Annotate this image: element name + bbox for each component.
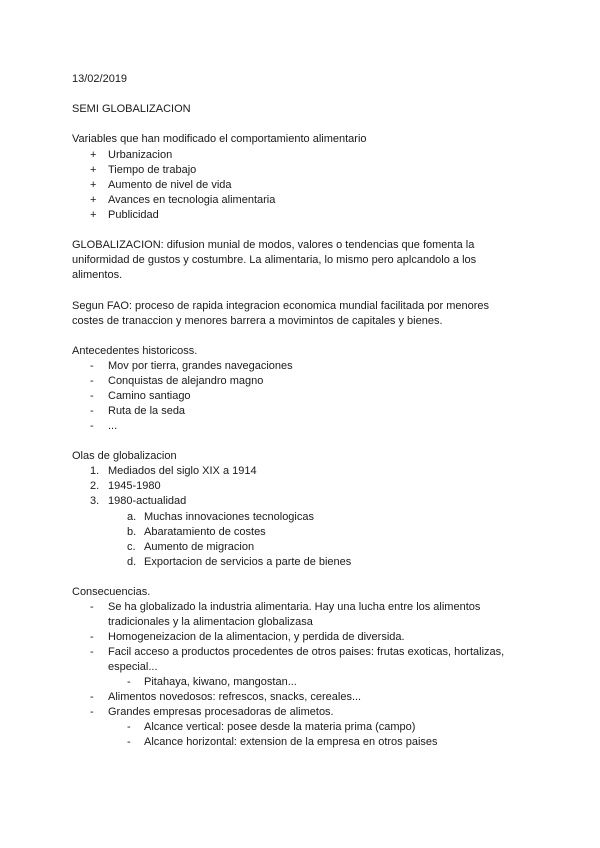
list-item-text: Ruta de la seda [108, 405, 186, 417]
dash-marker: - [90, 631, 94, 643]
dash-marker: - [90, 420, 94, 432]
bullet-marker: + [90, 164, 97, 176]
list-item-text: Abaratamiento de costes [144, 526, 266, 538]
dash-marker: - [90, 601, 94, 613]
bullet-marker: + [90, 179, 97, 191]
page-title: SEMI GLOBALIZACION [72, 103, 191, 115]
dash-marker: - [90, 390, 94, 402]
list-item-text: Mediados del siglo XIX a 1914 [108, 465, 257, 477]
olas-heading: Olas de globalizacion [72, 450, 177, 462]
antecedentes-heading: Antecedentes historicoss. [72, 345, 198, 357]
globalizacion-definition: GLOBALIZACION: difusion munial de modos, valores o tendencias que fomenta la uniformidad de gustos y costumbre. La alimentaria, lo mismo pero aplcandolo a los alimentos. [72, 239, 477, 281]
list-item-text: Mov por tierra, grandes navegaciones [108, 360, 293, 372]
dash-marker: - [90, 706, 94, 718]
dash-marker: - [127, 676, 131, 688]
list-item-text: Tiempo de trabajo [108, 164, 197, 176]
dash-marker: - [90, 691, 94, 703]
list-item-text: 1945-1980 [108, 480, 161, 492]
list-item-text: 1980-actualidad [108, 495, 187, 507]
dash-marker: - [90, 375, 94, 387]
list-item-text: Camino santiago [108, 390, 191, 402]
list-item-text: Urbanizacion [108, 149, 173, 161]
number-marker: 1. [90, 465, 100, 477]
number-marker: 2. [90, 480, 100, 492]
letter-marker: d. [127, 556, 137, 568]
variables-heading: Variables que han modificado el comportamiento alimentario [72, 133, 367, 145]
list-item-text: Muchas innovaciones tecnologicas [144, 511, 314, 523]
consecuencias-heading: Consecuencias. [72, 586, 151, 598]
dash-marker: - [90, 405, 94, 417]
list-item-text: Alimentos novedosos: refrescos, snacks, cereales... [108, 691, 362, 703]
list-item-text: Conquistas de alejandro magno [108, 375, 264, 387]
list-item-text: Alcance vertical: posee desde la materia prima (campo) [144, 721, 416, 733]
dash-marker: - [127, 736, 131, 748]
number-marker: 3. [90, 495, 100, 507]
letter-marker: b. [127, 526, 137, 538]
list-item-text: Grandes empresas procesadoras de alimetos. [108, 706, 334, 718]
dash-marker: - [127, 721, 131, 733]
date: 13/02/2019 [72, 73, 128, 85]
dash-marker: - [90, 646, 94, 658]
list-item-text: Pitahaya, kiwano, mangostan... [144, 676, 297, 688]
fao-definition: Segun FAO: proceso de rapida integracion economica mundial facilitada por menores costes de tranaccion y menores barrera a movimintos de capitales y bienes. [72, 300, 490, 327]
bullet-marker: + [90, 209, 97, 221]
list-item-text: ... [108, 420, 118, 432]
list-item-text: Publicidad [108, 209, 159, 221]
dash-marker: - [90, 360, 94, 372]
bullet-marker: + [90, 194, 97, 206]
list-item-text: Aumento de nivel de vida [108, 179, 232, 191]
list-item-text: Alcance horizontal: extension de la empresa en otros paises [144, 736, 438, 748]
list-item-text: Facil acceso a productos procedentes de otros paises: frutas exoticas, hortalizas, especial... [108, 646, 505, 673]
letter-marker: c. [127, 541, 136, 553]
bullet-marker: + [90, 149, 97, 161]
list-item-text: Avances en tecnologia alimentaria [108, 194, 276, 206]
list-item-text: Se ha globalizado la industria alimentaria. Hay una lucha entre los alimentos tradicionales y la alimentacion globalizasa [108, 601, 481, 628]
list-item-text: Homogeneizacion de la alimentacion, y perdida de diversida. [108, 631, 405, 643]
letter-marker: a. [127, 511, 137, 523]
list-item-text: Aumento de migracion [144, 541, 255, 553]
list-item-text: Exportacion de servicios a parte de bienes [144, 556, 352, 568]
